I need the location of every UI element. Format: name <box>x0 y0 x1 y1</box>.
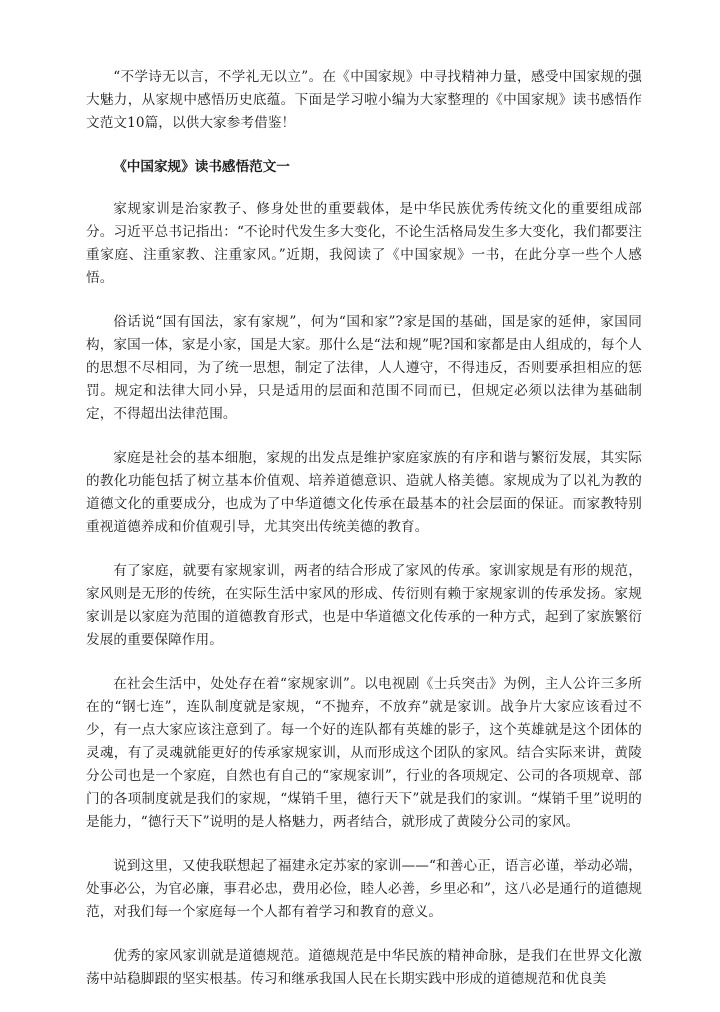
body-paragraph-7: 优秀的家风家训就是道德规范。道德规范是中华民族的精神命脉，是我们在世界文化激荡中站稳脚跟的坚实根基。传习和继承我国人民在长期实践中形成的道德规范和优良美 <box>86 948 642 987</box>
article <box>86 66 642 1012</box>
body-paragraph-6: 说到这里，又使我联想起了福建永定苏家的家训——“和善心正，语言必谨，举动必端，处事必公，为官必廉，事君必忠，费用必俭，睦人必善，乡里必和”，这八必是通行的道德规范，对我们每一个家庭每一个人都有着学习和教育的意义。 <box>86 858 642 920</box>
body-paragraph-3: 家庭是社会的基本细胞，家规的出发点是维护家庭家族的有序和谐与繁衍发展，其实际的教化功能包括了树立基本价值观、培养道德意识、造就人格美德。家规成为了以礼为教的道德文化的重要成分，也成为了中华道德文化传承在最基本的社会层面的保证。而家教特别重视道德养成和价值观引导，尤其突出传统美德的教育。 <box>86 450 642 535</box>
body-paragraph-1: 家规家训是治家教子、修身处世的重要载体，是中华民族优秀传统文化的重要组成部分。习近平总书记指出：“不论时代发生多大变化，不论生活格局发生多大变化，我们都要注重家庭、注重家教、注重家风。”近期，我阅读了《中国家规》一书，在此分享一些个人感悟。 <box>86 201 642 286</box>
body-paragraph-4: 有了家庭，就要有家规家训，两者的结合形成了家风的传承。家训家规是有形的规范，家风则是无形的传统，在实际生活中家风的形成、传衍则有赖于家规家训的传承发扬。家规家训是以家庭为范围的道德教育形式，也是中华道德文化传承的一种方式，起到了家族繁衍发展的重要保障作用。 <box>86 563 642 648</box>
intro-paragraph: “不学诗无以言，不学礼无以立”。在《中国家规》中寻找精神力量，感受中国家规的强大魅力，从家规中感悟历史底蕴。下面是学习啦小编为大家整理的《中国家规》读书感悟作文范文10篇，以供大家参考借鉴！ <box>86 69 642 131</box>
body-paragraph-5: 在社会生活中，处处存在着“家规家训”。以电视剧《士兵突击》为例，主人公许三多所在的“钢七连”，连队制度就是家规，“不抛弃，不放弃”就是家训。战争片大家应该看过不少，有一点大家应该注意到了。每一个好的连队都有英雄的影子，这个英雄就是这个团体的灵魂，有了灵魂就能更好的传承家规家训，从而形成这个团队的家风。结合实际来讲，黄陵分公司也是一个家庭，自然也有自己的“家规家训”，行业的各项规定、公司的各项规章、部门的各项制度就是我们的家规，“煤销千里，德行天下”就是我们的家训。“煤销千里”说明的是能力，“德行天下”说明的是人格魅力，两者结合，就形成了黄陵分公司的家风。 <box>86 676 642 830</box>
body-paragraph-2: 俗话说“国有国法，家有家规”，何为“国和家”?家是国的基础，国是家的延伸，家国同构，家国一体，家是小家，国是大家。那什么是“法和规”呢?国和家都是由人组成的，每个人的思想不尽相同，为了统一思想，制定了法律，人人遵守，不得违反，否则要承担相应的惩罚。规定和法律大同小异，只是适用的层面和范围不同而已，但规定必须以法律为基础制定，不得超出法律范围。 <box>86 314 642 422</box>
section-heading: 《中国家规》读书感悟范文一 <box>113 159 290 175</box>
